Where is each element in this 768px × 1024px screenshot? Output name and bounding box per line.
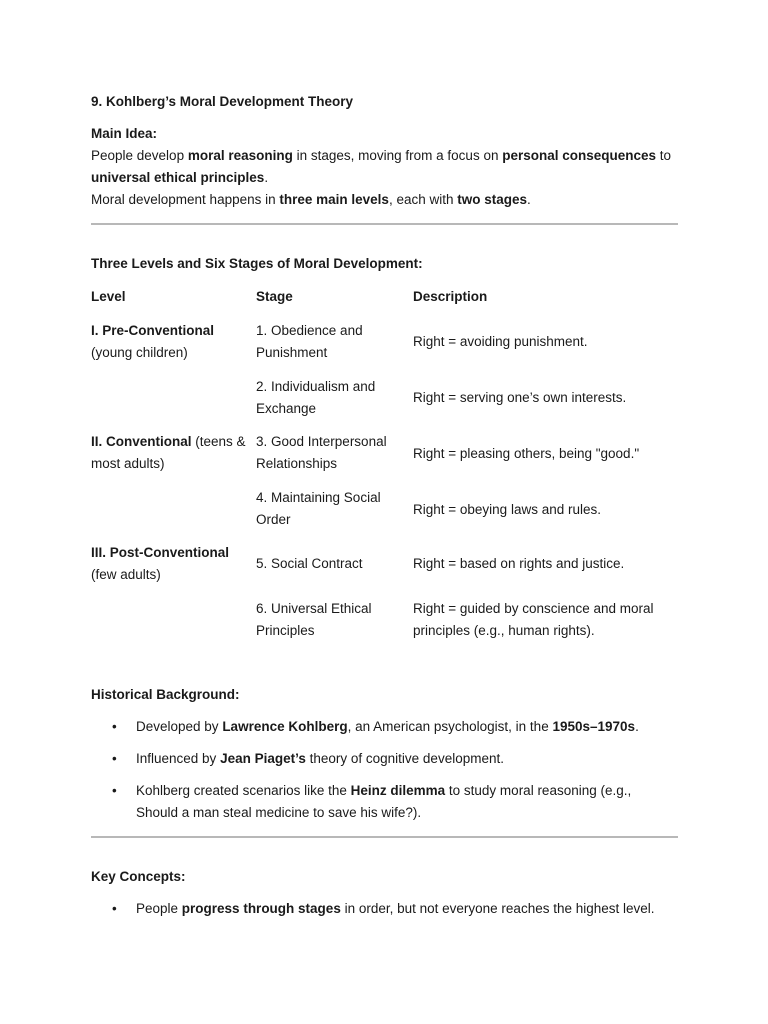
text-run: .	[635, 719, 639, 734]
page-title: 9. Kohlberg’s Moral Development Theory	[91, 94, 354, 109]
stage-cell-1	[256, 320, 406, 364]
stage-cell-5	[256, 553, 406, 575]
heading-text: Key Concepts:	[91, 869, 186, 884]
list-item-text	[136, 780, 666, 824]
text-run: .	[264, 170, 269, 185]
stage-line: Exchange	[256, 401, 317, 416]
stage-cell-4	[256, 487, 406, 531]
level-note: most adults)	[91, 456, 165, 471]
list-item	[112, 898, 682, 920]
bold-run: Jean Piaget’s	[220, 751, 306, 766]
heading-text: Three Levels and Six Stages of Moral Development:	[91, 256, 423, 271]
stage-line: 4. Maintaining Social	[256, 490, 381, 505]
bold-run: universal ethical principles	[91, 170, 265, 185]
list-item	[112, 716, 682, 738]
stage-line: Relationships	[256, 456, 338, 471]
bold-run: progress through stages	[181, 901, 341, 916]
level-cell-1	[91, 320, 251, 364]
heading-text: Historical Background:	[91, 687, 240, 702]
description-line: principles (e.g., human rights).	[413, 623, 595, 638]
bold-run: Heinz dilemma	[350, 783, 446, 798]
text-run: .	[527, 192, 531, 207]
bold-run: three main levels	[279, 192, 389, 207]
text-run: , an American psychologist, in the	[347, 719, 553, 734]
text-run: People develop	[91, 148, 188, 163]
description-cell-2: Right = serving one’s own interests.	[413, 390, 627, 405]
stage-line: 2. Individualism and	[256, 379, 376, 394]
stage-line: Order	[256, 512, 291, 527]
bullet-icon: •	[112, 901, 117, 916]
bold-run: personal consequences	[502, 148, 657, 163]
bullet-icon: •	[112, 751, 117, 766]
level-cell-2	[91, 431, 251, 475]
text-run: People	[136, 901, 182, 916]
main-idea-paragraph-1	[91, 145, 691, 189]
description-cell-4: Right = obeying laws and rules.	[413, 502, 601, 517]
text-run: Moral development happens in	[91, 192, 280, 207]
stage-line: Principles	[256, 623, 315, 638]
level-name: III. Post-Conventional	[91, 545, 230, 560]
stage-line: Punishment	[256, 345, 328, 360]
divider	[91, 836, 678, 838]
stage-cell-2	[256, 376, 406, 420]
text-run: in stages, moving from a focus on	[292, 148, 503, 163]
level-note: (young children)	[91, 345, 188, 360]
table-header-level: Level	[91, 289, 126, 304]
list-item	[112, 748, 682, 770]
list-item-text	[136, 898, 666, 920]
list-item-text	[136, 748, 666, 770]
text-run: Influenced by	[136, 751, 221, 766]
level-cell-3	[91, 542, 251, 586]
bold-run: Lawrence Kohlberg	[222, 719, 348, 734]
stage-line: 1. Obedience and	[256, 323, 363, 338]
bullet-icon: •	[112, 783, 117, 798]
history-heading	[91, 687, 240, 703]
bold-run: moral reasoning	[187, 148, 293, 163]
description-cell-5: Right = based on rights and justice.	[413, 556, 625, 571]
level-note: (few adults)	[91, 567, 161, 582]
text-run: Developed by	[136, 719, 223, 734]
description-cell-6	[413, 598, 678, 642]
text-run: , each with	[388, 192, 458, 207]
main-idea-paragraph-2	[91, 189, 691, 211]
level-name: II. Conventional	[91, 434, 192, 449]
text-run: to	[656, 148, 672, 163]
stage-cell-6	[256, 598, 406, 642]
list-item-text	[136, 716, 666, 738]
text-run: Should a man steal medicine to save his wife?).	[136, 805, 422, 820]
text-run: Kohlberg created scenarios like the	[136, 783, 351, 798]
bold-run: 1950s–1970s	[552, 719, 636, 734]
divider	[91, 223, 678, 225]
text-run: to study moral reasoning (e.g.,	[445, 783, 632, 798]
level-note: (teens &	[191, 434, 246, 449]
stage-line: 5. Social Contract	[256, 556, 363, 571]
text-run: theory of cognitive development.	[305, 751, 504, 766]
description-line: Right = guided by conscience and moral	[413, 601, 654, 616]
table-header-stage: Stage	[256, 289, 293, 304]
description-cell-1: Right = avoiding punishment.	[413, 334, 588, 349]
level-name: I. Pre-Conventional	[91, 323, 215, 338]
concepts-heading	[91, 869, 186, 885]
stage-line: 6. Universal Ethical	[256, 601, 372, 616]
main-idea-label: Main Idea:	[91, 126, 158, 141]
stage-cell-3	[256, 431, 406, 475]
bold-run: two stages	[457, 192, 528, 207]
text-run: in order, but not everyone reaches the highest level.	[340, 901, 655, 916]
stage-line: 3. Good Interpersonal	[256, 434, 387, 449]
table-header-description: Description	[413, 289, 488, 304]
description-cell-3: Right = pleasing others, being "good."	[413, 446, 640, 461]
bullet-icon: •	[112, 719, 117, 734]
stages-heading	[91, 256, 423, 272]
list-item	[112, 780, 682, 824]
